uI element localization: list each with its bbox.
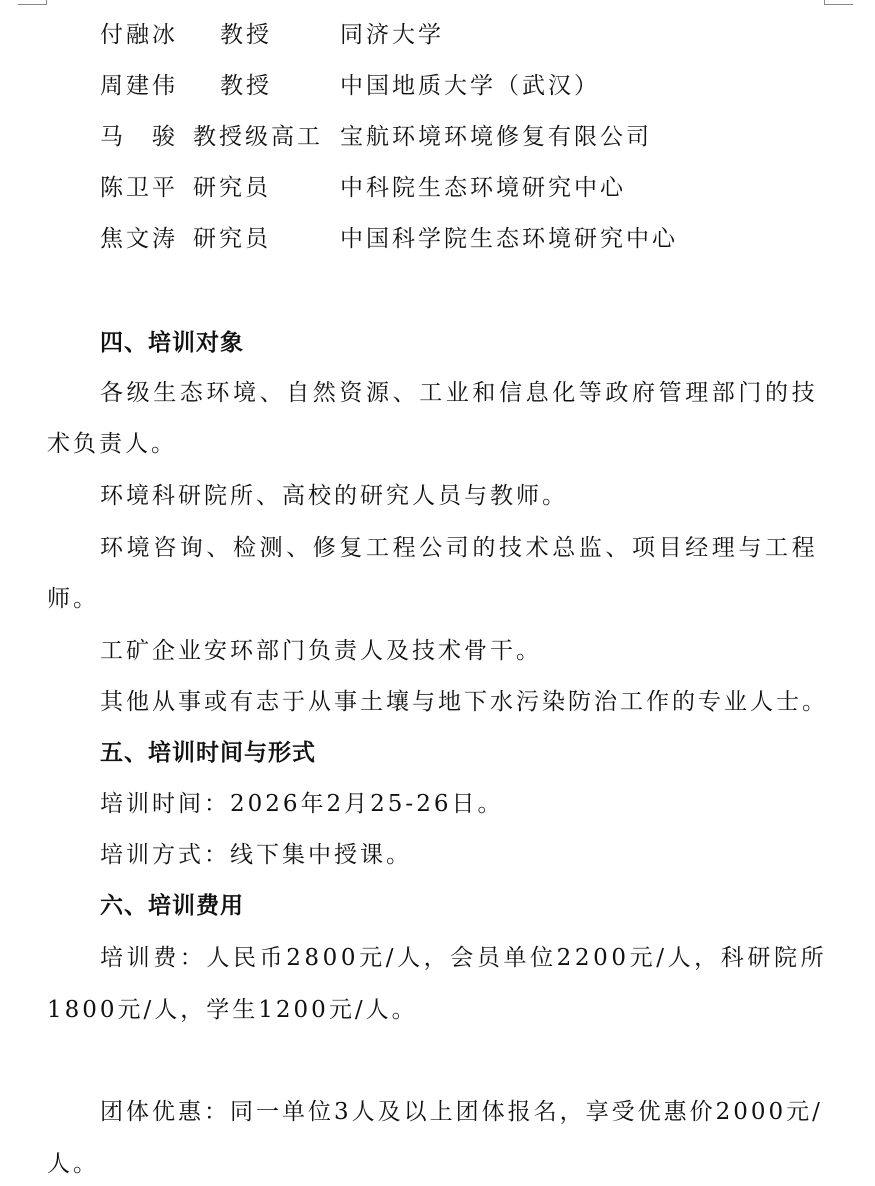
paragraph-line: 各级生态环境、自然资源、工业和信息化等政府管理部门的技 bbox=[100, 380, 819, 406]
expert-title: 研究员 bbox=[193, 175, 271, 201]
paragraph-line: 环境科研院所、高校的研究人员与教师。 bbox=[100, 483, 568, 509]
page-corner-mark-right bbox=[824, 0, 853, 5]
paragraph-line: 培训时间：2026年2月25-26日。 bbox=[100, 791, 504, 817]
expert-name: 焦文涛 bbox=[100, 226, 178, 252]
expert-org: 中国地质大学（武汉） bbox=[340, 73, 600, 99]
section-heading-training-fee: 六、培训费用 bbox=[100, 893, 244, 919]
expert-title: 研究员 bbox=[193, 226, 271, 252]
expert-org: 中科院生态环境研究中心 bbox=[340, 175, 626, 201]
expert-title: 教授 bbox=[220, 22, 272, 48]
paragraph-line: 培训方式：线下集中授课。 bbox=[100, 842, 412, 868]
paragraph-line: 术负责人。 bbox=[47, 431, 177, 457]
expert-org: 宝航环境环境修复有限公司 bbox=[340, 124, 652, 150]
paragraph-line: 人。 bbox=[47, 1151, 99, 1177]
page-corner-mark-left bbox=[18, 0, 47, 5]
paragraph-line: 其他从事或有志于从事土壤与地下水污染防治工作的专业人士。 bbox=[100, 689, 828, 715]
paragraph-line: 1800元/人，学生1200元/人。 bbox=[47, 997, 418, 1023]
section-heading-training-audience: 四、培训对象 bbox=[100, 330, 244, 356]
paragraph-line: 培训费：人民币2800元/人，会员单位2200元/人，科研院所 bbox=[100, 945, 828, 971]
paragraph-line: 工矿企业安环部门负责人及技术骨干。 bbox=[100, 638, 542, 664]
paragraph-line: 团体优惠：同一单位3人及以上团体报名，享受优惠价2000元/ bbox=[100, 1099, 823, 1125]
paragraph-line: 环境咨询、检测、修复工程公司的技术总监、项目经理与工程 bbox=[100, 535, 819, 561]
expert-name: 陈卫平 bbox=[100, 175, 178, 201]
expert-title: 教授 bbox=[220, 73, 272, 99]
expert-name: 付融冰 bbox=[100, 22, 178, 48]
expert-title: 教授级高工 bbox=[193, 124, 323, 150]
section-heading-training-time: 五、培训时间与形式 bbox=[100, 740, 316, 766]
expert-org: 同济大学 bbox=[340, 22, 444, 48]
expert-org: 中国科学院生态环境研究中心 bbox=[340, 226, 678, 252]
expert-name: 马 骏 bbox=[100, 124, 178, 150]
paragraph-line: 师。 bbox=[47, 586, 99, 612]
expert-name: 周建伟 bbox=[100, 73, 178, 99]
